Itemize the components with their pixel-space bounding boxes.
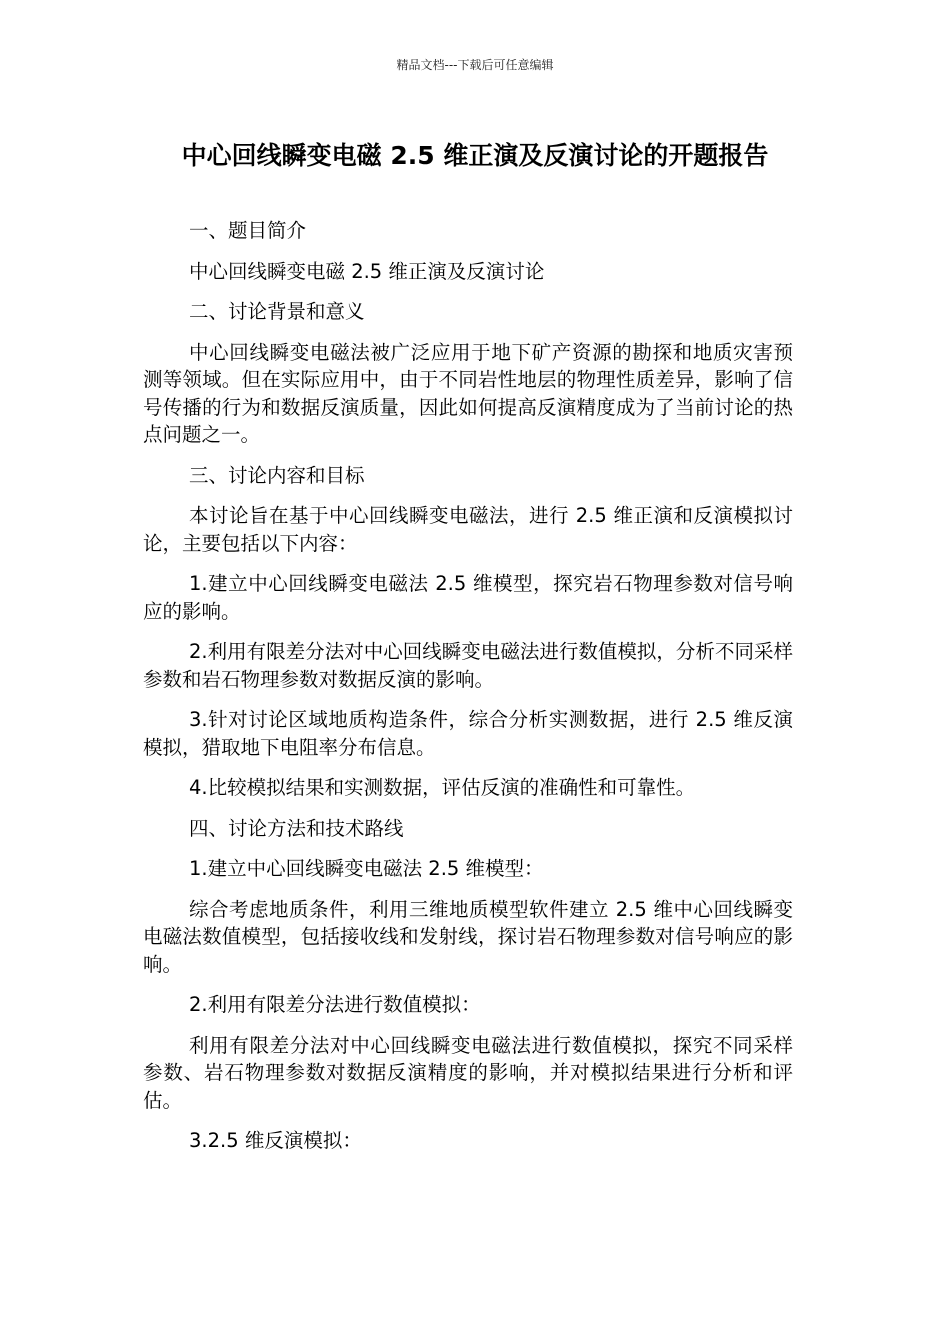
- list-item: 4.比较模拟结果和实测数据，评估反演的准确性和可靠性。: [189, 776, 696, 799]
- list-item: 1.建立中心回线瞬变电磁法 2.5 维模型，探究岩石物理参数对信号响应的影响。: [143, 572, 793, 623]
- section-heading-3: 三、讨论内容和目标: [189, 463, 365, 487]
- paragraph-background: 中心回线瞬变电磁法被广泛应用于地下矿产资源的勘探和地质灾害预测等领域。但在实际应用中，由于不同岩性地层的物理性质差异，影响了信号传播的行为和数据反演质量，因此如何提高反演精度成为了当前讨论的热点问题之一。: [143, 340, 793, 446]
- paragraph-topic: 中心回线瞬变电磁 2.5 维正演及反演讨论: [189, 259, 545, 283]
- document-body: [143, 217, 793, 1168]
- header-note: 精品文档---下载后可任意编辑: [396, 58, 554, 72]
- list-item: 3.针对讨论区域地质构造条件，综合分析实测数据，进行 2.5 维反演模拟，猎取地下电阻率分布信息。: [143, 708, 793, 759]
- method-step-paragraph: 利用有限差分法对中心回线瞬变电磁法进行数值模拟，探究不同采样参数、岩石物理参数对数据反演精度的影响，并对模拟结果进行分析和评估。: [143, 1033, 793, 1112]
- document-title: 中心回线瞬变电磁 2.5 维正演及反演讨论的开题报告: [181, 141, 769, 170]
- list-item: 2.利用有限差分法对中心回线瞬变电磁法进行数值模拟，分析不同采样参数和岩石物理参数对数据反演的影响。: [143, 640, 793, 691]
- method-step-heading: 2.利用有限差分法进行数值模拟：: [189, 993, 481, 1016]
- method-step-paragraph: 综合考虑地质条件，利用三维地质模型软件建立 2.5 维中心回线瞬变电磁法数值模型，包括接收线和发射线，探讨岩石物理参数对信号响应的影响。: [143, 897, 793, 976]
- section-heading-2: 二、讨论背景和意义: [189, 300, 365, 323]
- section-heading-1: 一、题目简介: [189, 219, 307, 242]
- paragraph-goal-intro: 本讨论旨在基于中心回线瞬变电磁法，进行 2.5 维正演和反演模拟讨论，主要包括以下内容：: [143, 504, 793, 555]
- method-step-heading: 1.建立中心回线瞬变电磁法 2.5 维模型：: [189, 857, 544, 880]
- method-step-heading: 3.2.5 维反演模拟：: [189, 1129, 362, 1152]
- section-heading-4: 四、讨论方法和技术路线: [189, 816, 404, 840]
